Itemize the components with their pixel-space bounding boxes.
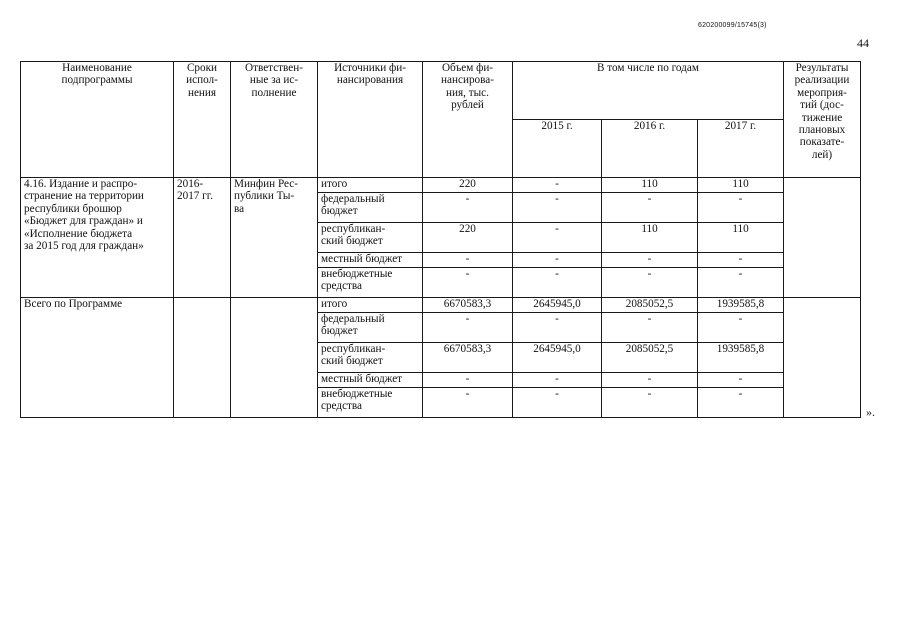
amount-2016: -: [602, 268, 698, 298]
subprogram-name: Всего по Программе: [21, 298, 174, 418]
amount-2016: -: [602, 313, 698, 343]
responsible-party: Минфин Рес- публики Ты- ва: [231, 178, 318, 298]
responsible-party: [231, 298, 318, 418]
amount-2017: 110: [698, 223, 784, 253]
amount-2017: -: [698, 268, 784, 298]
header-responsible: Ответствен- ные за ис- полнение: [231, 62, 318, 178]
amount-2015: -: [513, 223, 602, 253]
table-row: [21, 298, 861, 313]
amount-2015: -: [513, 178, 602, 193]
funding-source: федеральный бюджет: [318, 193, 423, 223]
funding-source: республикан- ский бюджет: [318, 343, 423, 373]
amount-2016: -: [602, 193, 698, 223]
funding-volume: -: [423, 193, 513, 223]
funding-volume: 220: [423, 223, 513, 253]
results-cell: [784, 298, 861, 418]
funding-volume: -: [423, 313, 513, 343]
amount-2016: -: [602, 253, 698, 268]
funding-volume: -: [423, 268, 513, 298]
subprogram-name: 4.16. Издание и распро- странение на территории республики брошюр «Бюджет для граждан» и «Исполнение бюджета за 2015 год для граждан»: [21, 178, 174, 298]
funding-source: республикан- ский бюджет: [318, 223, 423, 253]
amount-2017: -: [698, 253, 784, 268]
amount-2016: 110: [602, 223, 698, 253]
results-cell: [784, 178, 861, 298]
funding-source: федеральный бюджет: [318, 313, 423, 343]
amount-2016: -: [602, 373, 698, 388]
funding-source: итого: [318, 178, 423, 193]
amount-2017: -: [698, 373, 784, 388]
funding-volume: 220: [423, 178, 513, 193]
amount-2016: 2085052,5: [602, 298, 698, 313]
header-year-2017: 2017 г.: [698, 120, 784, 178]
funding-volume: -: [423, 388, 513, 418]
amount-2015: -: [513, 373, 602, 388]
funding-source: внебюджетные средства: [318, 388, 423, 418]
funding-source: местный бюджет: [318, 253, 423, 268]
amount-2015: -: [513, 313, 602, 343]
amount-2015: 2645945,0: [513, 298, 602, 313]
header-year-2015: 2015 г.: [513, 120, 602, 178]
amount-2015: -: [513, 193, 602, 223]
amount-2015: 2645945,0: [513, 343, 602, 373]
funding-volume: 6670583,3: [423, 298, 513, 313]
amount-2017: 1939585,8: [698, 298, 784, 313]
execution-terms: 2016- 2017 гг.: [174, 178, 231, 298]
amount-2017: -: [698, 313, 784, 343]
funding-volume: -: [423, 373, 513, 388]
amount-2017: -: [698, 388, 784, 418]
amount-2017: 110: [698, 178, 784, 193]
amount-2017: 1939585,8: [698, 343, 784, 373]
header-terms: Сроки испол- нения: [174, 62, 231, 178]
amount-2015: -: [513, 388, 602, 418]
amount-2016: 110: [602, 178, 698, 193]
header-row-1: [21, 62, 861, 120]
funding-volume: 6670583,3: [423, 343, 513, 373]
header-volume: Объем фи- нансирова- ния, тыс. рублей: [423, 62, 513, 178]
header-name: Наименование подпрограммы: [21, 62, 174, 178]
table-row: [21, 178, 861, 193]
amount-2015: -: [513, 253, 602, 268]
execution-terms: [174, 298, 231, 418]
amount-2016: -: [602, 388, 698, 418]
page-number: 44: [857, 36, 869, 50]
budget-table: [20, 61, 861, 418]
table-body: [21, 178, 861, 418]
header-year-2016: 2016 г.: [602, 120, 698, 178]
funding-source: внебюджетные средства: [318, 268, 423, 298]
amount-2016: 2085052,5: [602, 343, 698, 373]
header-by-years: В том числе по годам: [513, 62, 784, 120]
amount-2015: -: [513, 268, 602, 298]
header-results: Результаты реализации мероприя- тий (дос- тижение плановых показате- лей): [784, 62, 861, 178]
header-sources: Источники фи- нансирования: [318, 62, 423, 178]
funding-source: местный бюджет: [318, 373, 423, 388]
funding-source: итого: [318, 298, 423, 313]
amount-2017: -: [698, 193, 784, 223]
funding-volume: -: [423, 253, 513, 268]
document-id: 620200099/15745(3): [698, 22, 767, 29]
closing-quote-mark: ».: [866, 405, 875, 419]
